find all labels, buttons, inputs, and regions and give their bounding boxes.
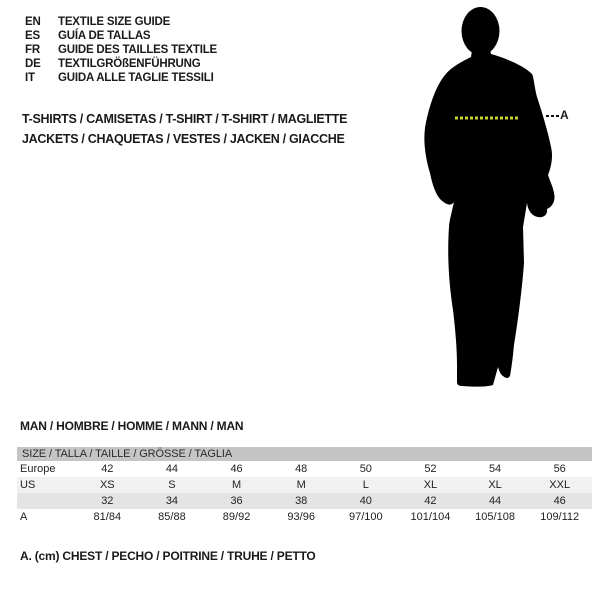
size-cell: 42 bbox=[101, 463, 114, 475]
size-cell: 36 bbox=[230, 495, 243, 507]
language-label: GUIDA ALLE TAGLIE TESSILI bbox=[58, 72, 214, 84]
man-head-shape bbox=[462, 7, 500, 55]
size-cell: 101/104 bbox=[410, 511, 451, 523]
size-cell: 85/88 bbox=[158, 511, 186, 523]
language-row-fr bbox=[25, 43, 217, 57]
language-code: DE bbox=[25, 58, 41, 70]
size-cell: XXL bbox=[549, 479, 571, 491]
product-line-jackets: JACKETS / CHAQUETAS / VESTES / JACKEN / GIACCHE bbox=[22, 132, 345, 146]
size-cell: M bbox=[231, 479, 242, 491]
size-cell: 40 bbox=[359, 495, 372, 507]
measurement-a-label: A bbox=[560, 108, 569, 122]
language-label: TEXTILGRÖßENFÜHRUNG bbox=[58, 58, 201, 70]
size-cell: 48 bbox=[295, 463, 308, 475]
size-cell: M bbox=[296, 479, 306, 491]
size-cell: 34 bbox=[165, 495, 179, 507]
size-cell: 97/100 bbox=[348, 511, 383, 523]
size-cell: 46 bbox=[230, 463, 243, 475]
language-label: GUÍA DE TALLAS bbox=[58, 30, 151, 42]
size-cell: 52 bbox=[424, 463, 437, 475]
gender-section-header: MAN / HOMBRE / HOMME / MANN / MAN bbox=[20, 419, 244, 433]
row-label: A bbox=[20, 511, 28, 523]
size-cell: 109/112 bbox=[540, 511, 580, 523]
size-cell: 81/84 bbox=[93, 511, 122, 523]
table-row-us bbox=[17, 477, 592, 493]
size-cell: 32 bbox=[101, 495, 114, 507]
product-line-tshirts: T-SHIRTS / CAMISETAS / T-SHIRT / T-SHIRT / MAGLIETTE bbox=[22, 112, 348, 126]
language-label: TEXTILE SIZE GUIDE bbox=[58, 16, 171, 28]
size-cell: 50 bbox=[359, 463, 372, 475]
measurement-footnote: A. (cm) CHEST / PECHO / POITRINE / TRUHE / PETTO bbox=[20, 549, 316, 563]
size-cell: 44 bbox=[488, 495, 502, 507]
size-cell: 56 bbox=[553, 463, 566, 475]
table-row-chest-a bbox=[17, 509, 592, 525]
language-label: GUIDE DES TAILLES TEXTILE bbox=[58, 44, 217, 56]
size-cell: 89/92 bbox=[222, 511, 251, 523]
language-row-en bbox=[25, 15, 217, 29]
size-cell: L bbox=[362, 479, 369, 491]
man-silhouette bbox=[415, 5, 565, 390]
language-code: IT bbox=[25, 72, 35, 84]
language-code: EN bbox=[25, 16, 41, 28]
size-cell: S bbox=[168, 479, 176, 491]
table-row-europe bbox=[17, 461, 592, 477]
table-row-numeric bbox=[17, 493, 592, 509]
language-row-de bbox=[25, 57, 217, 71]
size-cell: 42 bbox=[424, 495, 437, 507]
language-code: ES bbox=[25, 30, 40, 42]
man-body-shape bbox=[424, 49, 554, 387]
size-cell: XL bbox=[488, 479, 502, 491]
language-list bbox=[25, 15, 217, 85]
size-cell: 44 bbox=[165, 463, 179, 475]
size-cell: 93/96 bbox=[287, 511, 315, 523]
size-cell: 105/108 bbox=[475, 511, 515, 523]
size-cell: 46 bbox=[553, 495, 566, 507]
language-row-es bbox=[25, 29, 217, 43]
size-cell: XL bbox=[423, 479, 438, 491]
size-cell: XS bbox=[99, 479, 115, 491]
man-silhouette-svg bbox=[415, 5, 565, 390]
language-code: FR bbox=[25, 44, 40, 56]
row-label: Europe bbox=[20, 463, 56, 475]
size-table-header: SIZE / TALLA / TAILLE / GRÖSSE / TAGLIA bbox=[17, 447, 592, 461]
language-row-it bbox=[25, 71, 217, 85]
product-categories bbox=[22, 109, 347, 149]
row-label bbox=[17, 493, 75, 509]
size-cell: 38 bbox=[295, 495, 308, 507]
row-label: US bbox=[20, 479, 36, 491]
size-cell: 54 bbox=[488, 463, 502, 475]
size-table bbox=[17, 447, 592, 525]
